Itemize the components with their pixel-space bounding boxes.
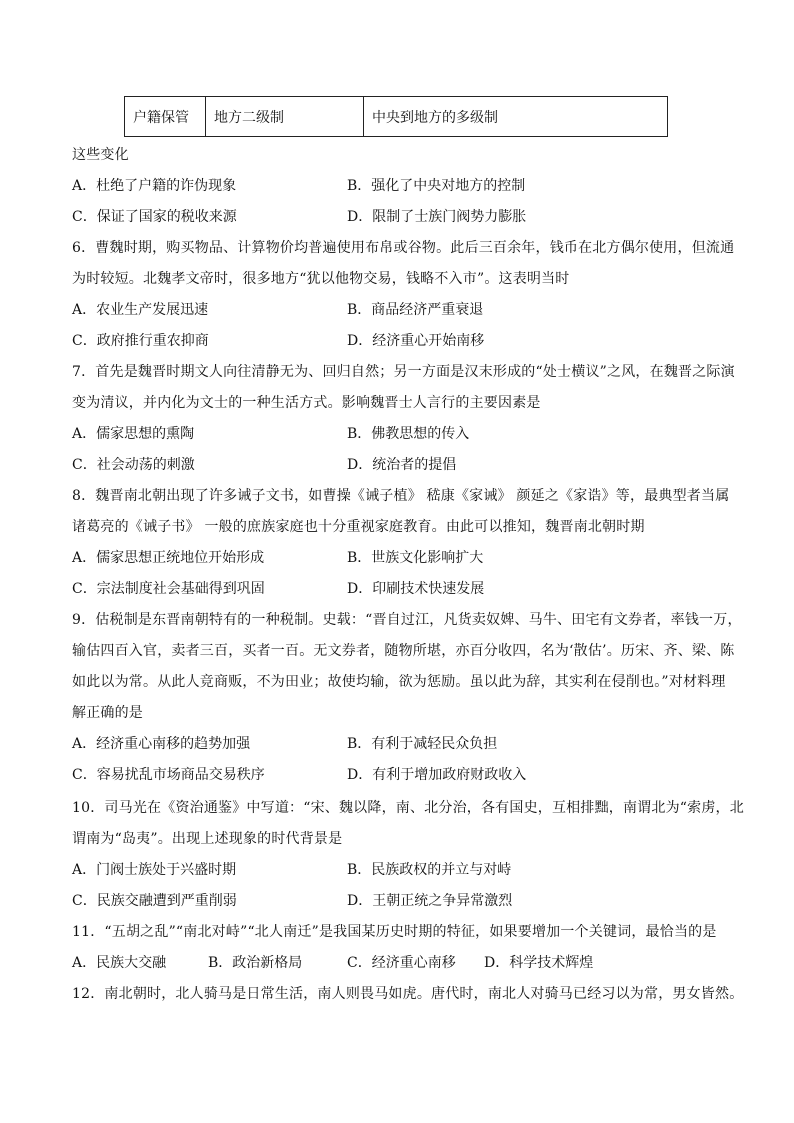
q7-option-d: D．统治者的提倡	[347, 457, 457, 473]
q6-option-c: C．政府推行重农抑商	[72, 333, 209, 349]
q9-stem-line: 如此以为常。从此人竞商贩，不为田业；故使均输，欲为惩励。虽以此为辞，其实利在侵削也。”对材料理	[72, 674, 726, 690]
comparison-table-row	[124, 96, 668, 137]
q7-option-c: C．社会动荡的刺激	[72, 457, 195, 473]
q10-stem-line: 10．司马光在《资治通鉴》中写道：“宋、魏以降，南、北分治，各有国史，互相排黜，南谓北为“索虏，北	[72, 800, 744, 816]
q7-stem-line: 7．首先是魏晋时期文人向往清静无为、回归自然；另一方面是汉末形成的“处士横议”之风，在魏晋之际演	[72, 364, 735, 380]
q11-option-a: A．民族大交融	[72, 955, 167, 971]
q11-stem-line: 11．“五胡之乱”“南北对峙”“北人南迁”是我国某历史时期的特征，如果要增加一个关键词，最恰当的是	[72, 924, 717, 940]
q5-option-b: B．强化了中央对地方的控制	[347, 178, 526, 194]
table-cell: 户籍保管	[125, 97, 206, 137]
q7-option-a: A．儒家思想的熏陶	[72, 426, 195, 442]
q9-stem-line: 9．估税制是东晋南朝特有的一种税制。史载：“晋自过江，凡货卖奴婢、马牛、田宅有文券者，率钱一万，	[72, 612, 742, 628]
q9-option-d: D．有利于增加政府财政收入	[347, 767, 527, 783]
q10-option-b: B．民族政权的并立与对峙	[347, 862, 512, 878]
q6-stem-line: 为时较短。北魏孝文帝时，很多地方“犹以他物交易，钱略不入市”。这表明当时	[72, 271, 570, 287]
q10-option-a: A．门阀士族处于兴盛时期	[72, 862, 237, 878]
table-cell: 地方二级制	[206, 97, 364, 137]
q6-option-b: B．商品经济严重衰退	[347, 302, 484, 318]
q8-option-c: C．宗法制度社会基础得到巩固	[72, 581, 265, 597]
q6-option-d: D．经济重心开始南移	[347, 333, 485, 349]
q5-option-c: C．保证了国家的税收来源	[72, 209, 237, 225]
q9-stem-line: 输估四百入官，卖者三百，买者一百。无文券者，随物所堪，亦百分收四，名为‘散估’。历宋、齐、梁、陈	[72, 643, 735, 659]
q5-option-d: D．限制了士族门阀势力膨胀	[347, 209, 527, 225]
q10-stem-line: 谓南为“岛夷”。出现上述现象的时代背景是	[72, 831, 343, 847]
table-cell: 中央到地方的多级制	[364, 97, 668, 137]
q6-option-a: A．农业生产发展迅速	[72, 302, 209, 318]
q8-stem-line: 诸葛亮的《诫子书》 一般的庶族家庭也十分重视家庭教育。由此可以推知，魏晋南北朝时期	[72, 519, 645, 535]
question-lead: 这些变化	[72, 147, 129, 163]
q10-option-c: C．民族交融遭到严重削弱	[72, 893, 237, 909]
q9-option-b: B．有利于减轻民众负担	[347, 736, 498, 752]
q11-option-b: B．政治新格局	[208, 955, 303, 971]
q11-option-d: D．科学技术辉煌	[484, 955, 594, 971]
q7-option-b: B．佛教思想的传入	[347, 426, 470, 442]
q9-option-a: A．经济重心南移的趋势加强	[72, 736, 251, 752]
q10-option-d: D．王朝正统之争异常激烈	[347, 893, 513, 909]
q8-option-a: A．儒家思想正统地位开始形成	[72, 550, 265, 566]
q5-option-a: A．杜绝了户籍的诈伪现象	[72, 178, 237, 194]
q8-option-d: D．印刷技术快速发展	[347, 581, 485, 597]
q11-option-c: C．经济重心南移	[347, 955, 456, 971]
q12-stem-line: 12．南北朝时，北人骑马是日常生活，南人则畏马如虎。唐代时，南北人对骑马已经习以为常，男女皆然。	[72, 986, 744, 1002]
q9-option-c: C．容易扰乱市场商品交易秩序	[72, 767, 265, 783]
q7-stem-line: 变为清议，并内化为文士的一种生活方式。影响魏晋士人言行的主要因素是	[72, 395, 541, 411]
q8-option-b: B．世族文化影响扩大	[347, 550, 484, 566]
q8-stem-line: 8．魏晋南北朝出现了许多诫子文书，如曹操《诫子植》 嵇康《家诫》 颜延之《家诰》等，最典型者当属	[72, 488, 730, 504]
q9-stem-line: 解正确的是	[72, 705, 143, 721]
q6-stem-line: 6．曹魏时期，购买物品、计算物价均普遍使用布帛或谷物。此后三百余年，钱币在北方偶尔使用，但流通	[72, 240, 735, 256]
